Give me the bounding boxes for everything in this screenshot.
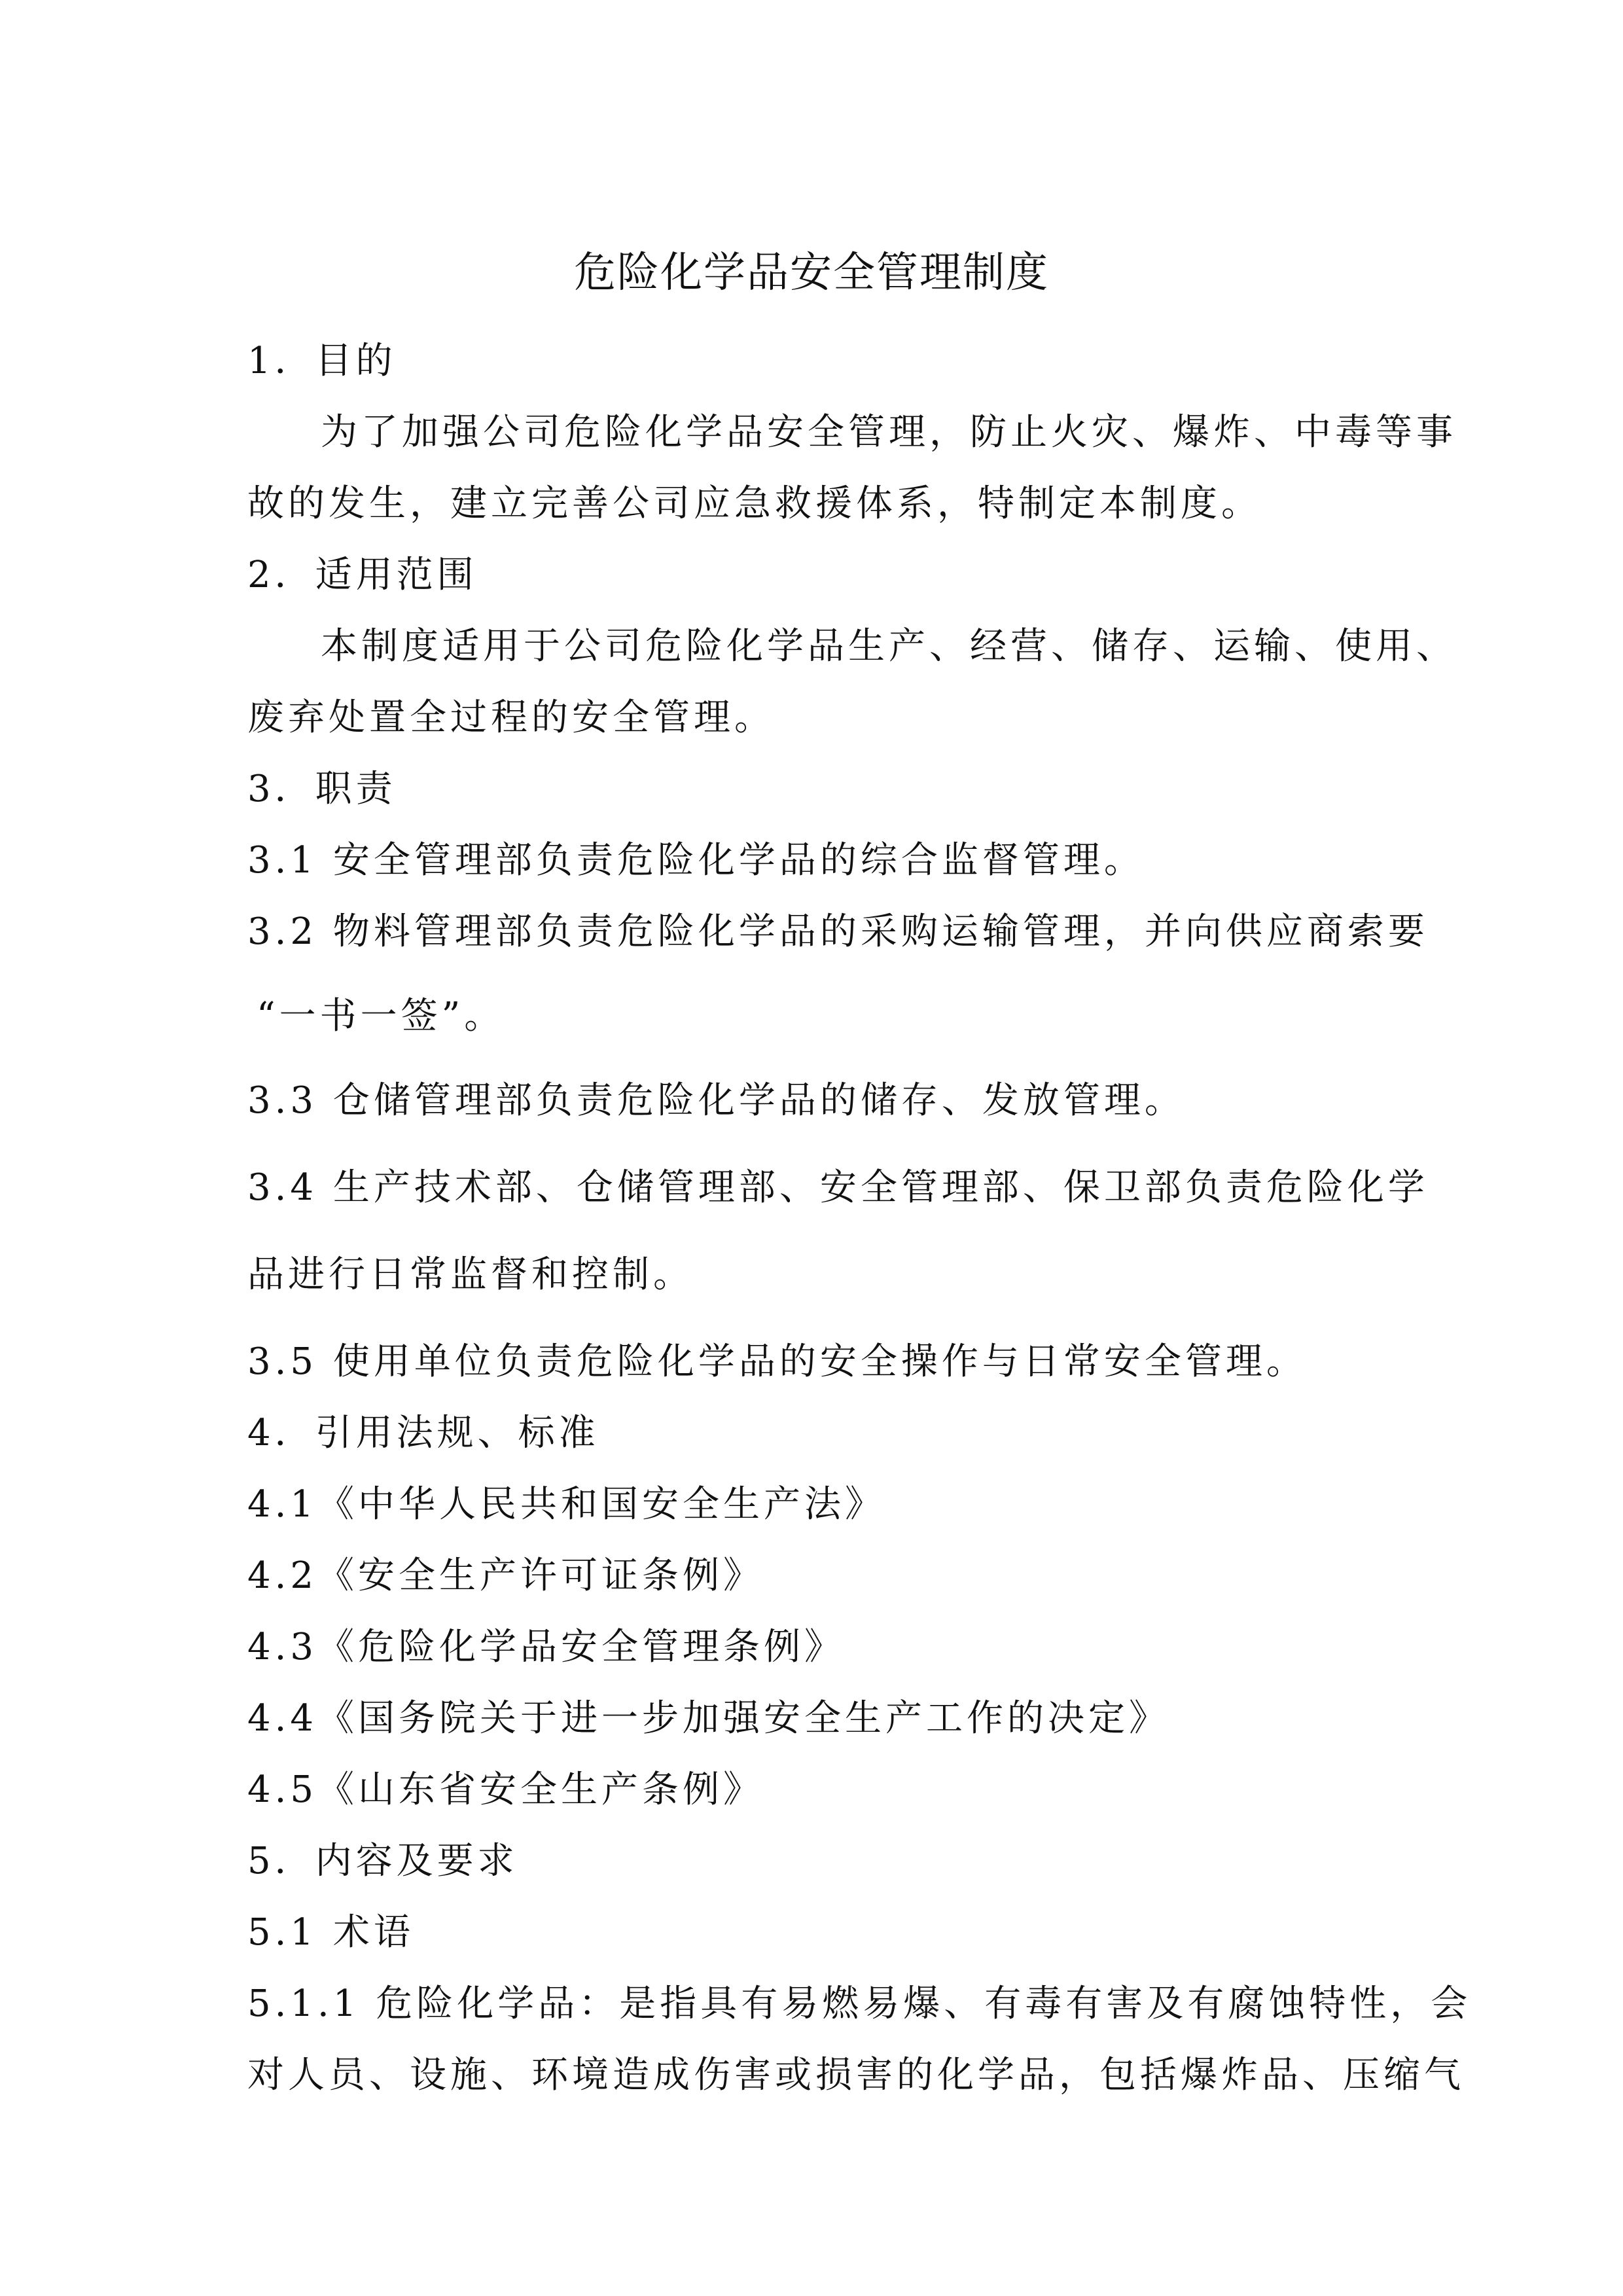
paragraph-line: 废弃处置全过程的安全管理。 — [247, 696, 775, 739]
list-item: 4.5《山东省安全生产条例》 — [247, 1768, 764, 1811]
paragraph-line: 5.1.1 危险化学品：是指具有易燃易爆、有毒有害及有腐蚀特性，会 — [247, 1982, 1472, 2025]
list-item: 3.1 安全管理部负责危险化学品的综合监督管理。 — [247, 839, 1145, 882]
paragraph-line: 为了加强公司危险化学品安全管理，防止火灾、爆炸、中毒等事 — [321, 411, 1457, 454]
list-item-continuation: 品进行日常监督和控制。 — [247, 1253, 694, 1296]
list-item: 4.2《安全生产许可证条例》 — [247, 1554, 764, 1597]
list-item: 4.1《中华人民共和国安全生产法》 — [247, 1483, 886, 1526]
list-item: 3.5 使用单位负责危险化学品的安全操作与日常安全管理。 — [247, 1340, 1307, 1383]
list-item: 3.3 仓储管理部负责危险化学品的储存、发放管理。 — [247, 1079, 1185, 1122]
document-title: 危险化学品安全管理制度 — [574, 249, 1049, 297]
section-heading-scope: 2．适用范围 — [247, 554, 478, 596]
paragraph-line: 本制度适用于公司危险化学品生产、经营、储存、运输、使用、 — [321, 625, 1457, 668]
section-heading-purpose: 1．目的 — [247, 340, 397, 382]
section-heading-references: 4．引用法规、标准 — [247, 1412, 599, 1454]
list-item: 3.2 物料管理部负责危险化学品的采购运输管理，并向供应商索要 — [247, 910, 1429, 953]
list-item: 4.4《国务院关于进一步加强安全生产工作的决定》 — [247, 1697, 1170, 1740]
section-heading-content: 5．内容及要求 — [247, 1840, 518, 1882]
paragraph-line: 对人员、设施、环境造成伤害或损害的化学品，包括爆炸品、压缩气 — [247, 2054, 1465, 2096]
section-heading-responsibilities: 3．职责 — [247, 768, 397, 810]
subsection-heading: 5.1 术语 — [247, 1911, 414, 1954]
paragraph-line: 故的发生，建立完善公司应急救援体系，特制定本制度。 — [247, 482, 1262, 525]
list-item: 3.4 生产技术部、仓储管理部、安全管理部、保卫部负责危险化学 — [247, 1166, 1429, 1209]
list-item-continuation: “一书一签”。 — [257, 995, 505, 1037]
list-item: 4.3《危险化学品安全管理条例》 — [247, 1626, 846, 1668]
